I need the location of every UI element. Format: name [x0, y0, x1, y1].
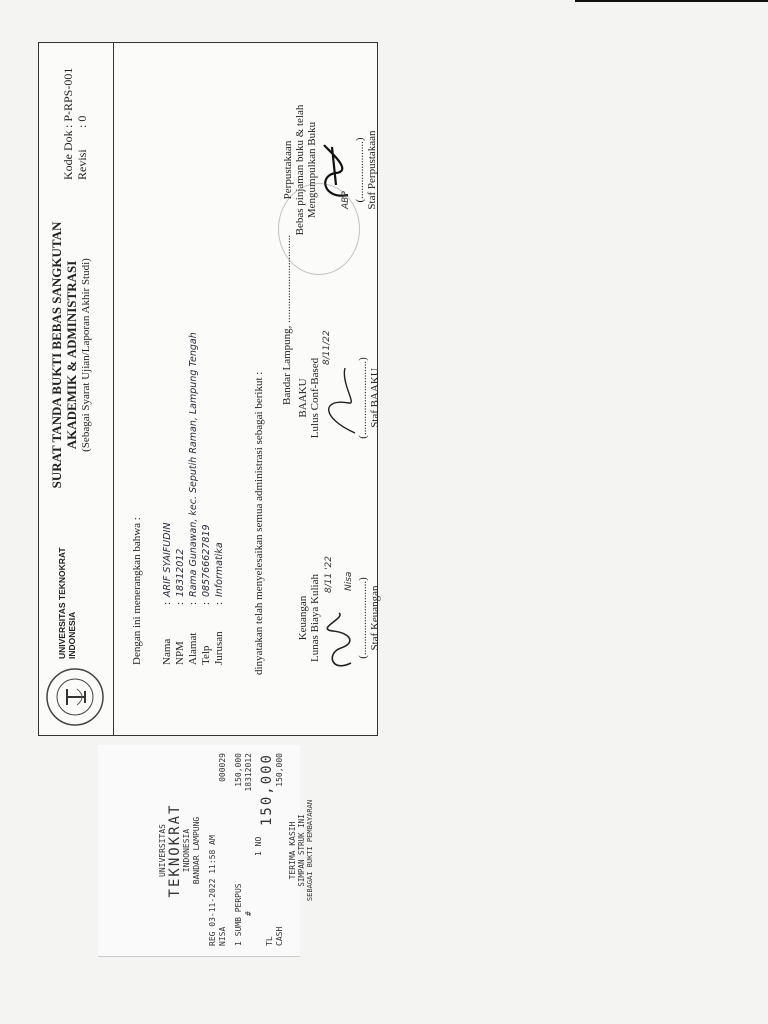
revisi-label: Revisi [75, 149, 89, 180]
receipt-paper [98, 745, 314, 957]
staff-label: Staf Keuangan [369, 585, 381, 651]
signature-line: (...........................) [357, 357, 369, 439]
handwritten-initial: ABP [341, 191, 351, 209]
place-date-line: Bandar Lampung, ................................ [281, 234, 293, 405]
receipt-line-2: TEKNOKRAT [167, 803, 183, 898]
field-value-alamat: Rama Gunawan, kec. Seputih Raman, Lampung Tengah [188, 332, 199, 597]
receipt-thanks-3: SEBAGAI BUKTI PEMBAYARAN [306, 799, 314, 902]
field-row-telp: Telp : 085766627819 [200, 524, 212, 665]
column-title: Perpustakaan [282, 140, 294, 200]
receipt-npm: 18312012 [244, 753, 253, 792]
signature-line: (.....................) [354, 137, 366, 203]
field-label: Nama [161, 638, 173, 665]
receipt-total: 150,000 [259, 753, 275, 827]
receipt-total-label: TL [265, 936, 274, 946]
signature-area [321, 543, 357, 693]
clearance-form [38, 42, 381, 736]
handwritten-date: 8/11 '22 [324, 556, 334, 593]
university-name: UNIVERSITAS TEKNOKRAT INDONESIA [57, 547, 77, 659]
receipt-thanks-1: TERIMA KASIH [288, 821, 297, 880]
signature-line: (...........................) [357, 577, 369, 659]
signature-column-keuangan [297, 543, 381, 693]
receipt-cash-label: CASH [275, 926, 284, 946]
field-label: Telp [200, 645, 212, 665]
field-row-nama: Nama : ARIF SYAIFUDIN [161, 522, 173, 665]
kode-label: Kode Dok [61, 130, 75, 180]
handwritten-date: 8/11/22 [322, 330, 332, 365]
column-subtitle: Bebas pinjaman buku & telah [294, 104, 306, 236]
field-value-npm: 18312012 [175, 548, 186, 597]
field-label: Jurusan [213, 631, 225, 665]
column-title: BAAKU [297, 378, 309, 418]
header-divider [113, 43, 114, 735]
column-subtitle: Lulus Conf-Based [309, 357, 321, 439]
document-code [61, 44, 89, 180]
signature-column-baaku [297, 323, 381, 473]
student-fields [161, 332, 226, 665]
scan-edge-line [575, 0, 768, 2]
column-subtitle: Lunas Biaya Kuliah [309, 574, 321, 662]
field-value-nama: ARIF SYAIFUDIN [162, 522, 173, 597]
intro-text: Dengan ini menerangkan bahwa : [131, 517, 143, 665]
receipt-trx-number: 000029 [218, 753, 227, 782]
field-label: NPM [174, 641, 186, 665]
receipt-reg: REG 03-11-2022 11:58 AM [208, 835, 217, 946]
signature-area [318, 95, 354, 245]
signature-area [321, 323, 357, 473]
revisi-value: : 0 [75, 115, 89, 128]
field-value-jurusan: Informatika [214, 542, 225, 597]
column-subtitle-2: Mengumpulkan Buku [306, 121, 318, 219]
title-line-2: AKADEMIK & ADMINISTRASI [64, 260, 79, 450]
receipt-thanks-2: SIMPAN STRUK INI [297, 814, 306, 887]
receipt-cashier: NISA [218, 926, 227, 946]
staff-label: Staf BAAKU [369, 368, 381, 428]
university-logo [45, 667, 105, 727]
receipt-hash: # [244, 911, 253, 916]
title-line-1: SURAT TANDA BUKTI BEBAS SANGKUTAN [49, 221, 64, 489]
field-row-jurusan: Jurusan : Informatika [213, 542, 225, 665]
signature-column-perpustakaan [282, 95, 378, 245]
receipt-item-amount: 150,000 [234, 753, 243, 787]
document-title-block [49, 205, 93, 505]
receipt-line-1: UNIVERSITAS [158, 824, 167, 877]
payment-receipt [98, 745, 314, 957]
staff-label: Staf Perpustakaan [366, 130, 378, 210]
receipt-line-4: BANDAR LAMPUNG [192, 816, 201, 885]
receipt-no: 1 NO [254, 836, 263, 856]
column-title: Keuangan [297, 595, 309, 641]
title-subtitle: (Sebagai Syarat Ujian/Laporan Akhir Studi) [80, 258, 92, 452]
receipt-cash-amount: 150,000 [275, 753, 284, 787]
handwritten-initial: Nisa [344, 571, 354, 591]
kode-value: : P-RPS-001 [61, 67, 75, 128]
form-frame [38, 42, 381, 736]
field-row-alamat: Alamat : Rama Gunawan, kec. Seputih Raman, Lampung Tengah [187, 332, 199, 665]
stated-text: dinyatakan telah menyelesaikan semua administrasi sebagai berikut : [253, 371, 265, 675]
field-value-telp: 085766627819 [201, 524, 212, 597]
receipt-item: 1 SUMB PERPUS [234, 883, 243, 946]
field-label: Alamat [187, 632, 199, 665]
receipt-line-3: INDONESIA [182, 828, 191, 873]
field-row-npm: NPM : 18312012 [174, 548, 186, 665]
